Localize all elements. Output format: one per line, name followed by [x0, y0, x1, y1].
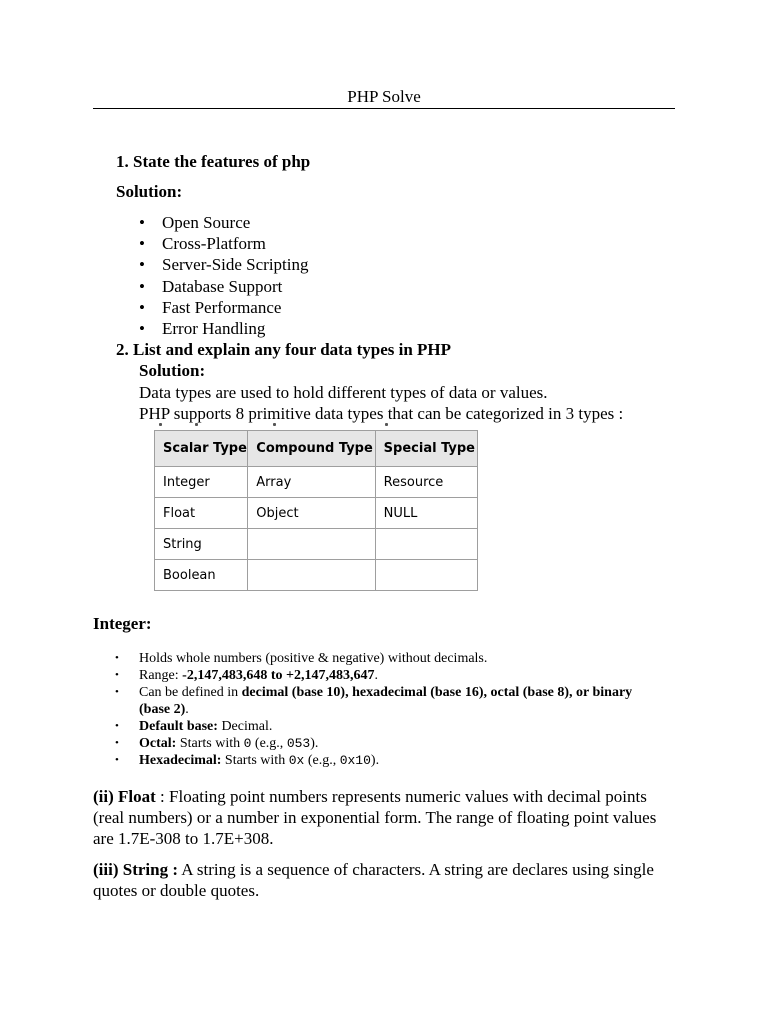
- column-header: Special Type: [375, 431, 477, 467]
- bases-value: decimal (base 10), hexadecimal (base 16), octal (base 8), or binary (base 2): [139, 685, 633, 717]
- table-cell: Float: [155, 498, 248, 529]
- table-cell: [375, 560, 477, 591]
- column-header: Scalar Type: [155, 431, 248, 467]
- string-label: (iii) String :: [93, 860, 178, 879]
- list-item: • Fast Performance: [116, 297, 309, 318]
- table-cell: [248, 560, 375, 591]
- list-item: [93, 667, 653, 684]
- table-row: [155, 560, 478, 591]
- list-item: [93, 752, 653, 769]
- data-types-table: [154, 430, 478, 591]
- range-end: .: [374, 668, 378, 683]
- list-item: [93, 718, 653, 735]
- string-paragraph: [93, 859, 673, 901]
- question-1-title: 1. State the features of php: [116, 152, 311, 171]
- table-cell: String: [155, 529, 248, 560]
- string-text: A string is a sequence of characters. A string are declares using single quotes or double quotes.: [93, 860, 654, 900]
- integer-list: [93, 650, 653, 769]
- list-item: • Database Support: [116, 276, 309, 297]
- question-2-line-2: PHP supports 8 primitive data types that can be categorized in 3 types :: [139, 404, 624, 423]
- question-2-solution-label: Solution:: [139, 361, 206, 380]
- default-base-value: Decimal.: [217, 719, 273, 734]
- integer-desc: Holds whole numbers (positive & negative) without decimals.: [139, 651, 488, 666]
- list-item: • Server-Side Scripting: [116, 254, 309, 275]
- bases-end: .: [185, 702, 189, 717]
- range-label: Range:: [139, 668, 183, 683]
- header-rule: [93, 108, 675, 109]
- bases-label: Can be defined in: [139, 685, 242, 700]
- list-item: [93, 735, 653, 752]
- table-cell: Boolean: [155, 560, 248, 591]
- float-text: : Floating point numbers represents numeric values with decimal points (real numbers) or a number in exponential form. The range of floating point values are 1.7E-308 to 1.7E+308.: [93, 787, 657, 848]
- hex-example-code: 0x10: [339, 753, 371, 768]
- table-cell: Integer: [155, 467, 248, 498]
- table-row: [155, 467, 478, 498]
- octal-end: ).: [310, 736, 319, 751]
- hex-prefix-code: 0x: [288, 753, 305, 768]
- list-item: • Open Source: [116, 212, 309, 233]
- range-value: -2,147,483,648 to +2,147,483,647: [182, 668, 375, 683]
- table-cell: NULL: [375, 498, 477, 529]
- default-base-label: Default base:: [139, 719, 218, 734]
- hex-text: Starts with: [221, 753, 289, 768]
- column-header: Compound Type: [248, 431, 375, 467]
- table-cell: Array: [248, 467, 375, 498]
- float-label: (ii) Float: [93, 787, 156, 806]
- hex-end: ).: [370, 753, 380, 768]
- octal-mid: (e.g.,: [251, 736, 287, 751]
- octal-prefix-code: 0: [243, 736, 252, 751]
- table-cell: [375, 529, 477, 560]
- octal-text: Starts with: [176, 736, 244, 751]
- page-header-title: PHP Solve: [347, 87, 421, 106]
- table-cell: Object: [248, 498, 375, 529]
- question-2-title: 2. List and explain any four data types in PHP: [116, 340, 452, 359]
- list-item: [93, 684, 653, 718]
- hex-mid: (e.g.,: [304, 753, 340, 768]
- list-item: • Error Handling: [116, 318, 309, 339]
- cropped-text-remnant: [155, 423, 405, 429]
- question-1-solution-label: Solution:: [116, 182, 183, 201]
- integer-heading: Integer:: [93, 614, 152, 633]
- table-row: [155, 529, 478, 560]
- octal-label: Octal:: [139, 736, 177, 751]
- octal-example-code: 053: [286, 736, 311, 751]
- list-item: • Cross-Platform: [116, 233, 309, 254]
- hex-label: Hexadecimal:: [139, 753, 222, 768]
- table-cell: [248, 529, 375, 560]
- question-2-line-1: Data types are used to hold different types of data or values.: [139, 383, 548, 402]
- list-item: [93, 650, 653, 667]
- table-row: [155, 498, 478, 529]
- features-list: [116, 212, 309, 339]
- table-header-row: [155, 431, 478, 467]
- table-cell: Resource: [375, 467, 477, 498]
- float-paragraph: [93, 786, 673, 849]
